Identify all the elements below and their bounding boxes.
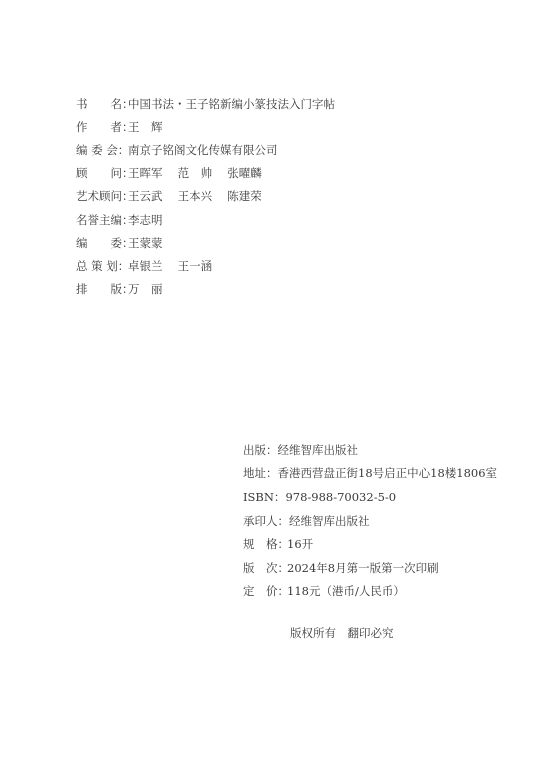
pub-label: 规 格： <box>243 537 289 552</box>
credit-label: 总 策 划： <box>76 258 130 273</box>
credit-row-typesetting <box>76 278 335 301</box>
credit-label: 书 名： <box>76 96 134 111</box>
credit-value: 南京子铭阁文化传媒有限公司 <box>128 142 278 157</box>
credit-value: 王 辉 <box>128 119 163 134</box>
pub-label: 定 价： <box>243 584 289 599</box>
pub-row-address <box>243 462 497 486</box>
pub-label: ISBN： <box>243 489 286 504</box>
credit-label: 排 版： <box>76 282 134 297</box>
pub-value: 香港西营盘正街18号启正中心18楼1806室 <box>277 466 498 481</box>
credit-label: 作 者： <box>76 119 134 134</box>
pub-row-edition <box>243 556 497 580</box>
publication-info <box>243 438 497 603</box>
credit-value: 王云武 王本兴 陈建荣 <box>128 189 262 204</box>
credit-value: 王蒙蒙 <box>128 235 163 250</box>
credit-row-art-advisors <box>76 185 335 208</box>
credits-list <box>76 92 335 301</box>
credit-label: 编 委 会： <box>76 142 130 157</box>
credit-value: 李志明 <box>128 212 163 227</box>
credit-label: 编 委： <box>76 235 134 250</box>
credit-value: 卓银兰 王一涵 <box>128 258 213 273</box>
credit-row-editors <box>76 231 335 254</box>
pub-value: 16开 <box>287 537 314 552</box>
pub-label: 版 次： <box>243 560 289 575</box>
pub-value: 118元（港币/人民币） <box>287 584 405 599</box>
pub-row-printer <box>243 509 497 533</box>
pub-value: 978-988-70032-5-0 <box>285 489 397 504</box>
credit-row-author <box>76 115 335 138</box>
pub-row-price <box>243 580 497 604</box>
credit-label: 顾 问： <box>76 166 134 181</box>
pub-label: 地址： <box>243 466 278 481</box>
pub-label: 出版： <box>243 442 278 457</box>
credit-row-editorial-board <box>76 138 335 161</box>
pub-row-publisher <box>243 438 497 462</box>
pub-value: 2024年8月第一版第一次印刷 <box>287 560 439 575</box>
credit-row-chief-planner <box>76 254 335 277</box>
pub-value: 经维智库出版社 <box>277 442 358 457</box>
credit-value: 中国书法・王子铭新编小篆技法入门字帖 <box>128 96 335 111</box>
pub-row-isbn <box>243 485 497 509</box>
copyright-notice: 版权所有 翻印必究 <box>290 626 394 640</box>
credit-value: 王晖军 范 帅 张曜麟 <box>128 166 262 181</box>
pub-label: 承印人： <box>243 513 289 528</box>
credit-value: 万 丽 <box>128 282 163 297</box>
credit-row-title <box>76 92 335 115</box>
credit-row-advisors <box>76 162 335 185</box>
credit-label: 艺术顾问： <box>76 189 134 204</box>
pub-value: 经维智库出版社 <box>289 513 370 528</box>
pub-row-format <box>243 532 497 556</box>
credit-row-honorary-editor <box>76 208 335 231</box>
credit-label: 名誉主编： <box>76 212 134 227</box>
